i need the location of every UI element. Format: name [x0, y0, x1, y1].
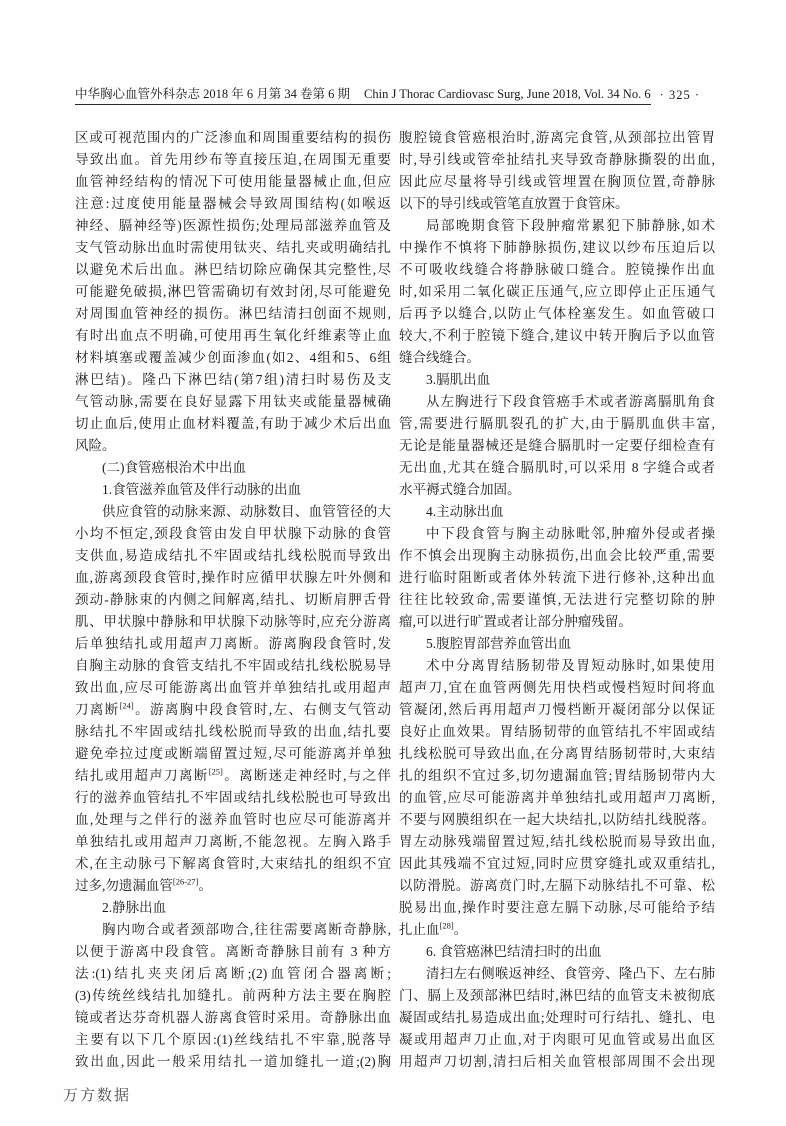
text-run: 切止血后,使用止血材料覆盖,有助于减少术后出血 [75, 416, 391, 431]
text-line [75, 1007, 391, 1029]
text-line [399, 677, 715, 699]
text-line [399, 743, 715, 765]
text-run: 血管神经结构的情况下可使用能量器械止血,但应 [75, 174, 391, 189]
text-line [399, 963, 715, 985]
text-line [399, 171, 715, 193]
text-run: 1.食管滋养血管及伴行动脉的出血 [102, 482, 302, 497]
text-run: 管凝闭,然后再用超声刀慢档断开凝闭部分以保证 [399, 702, 715, 717]
text-line [75, 589, 391, 611]
text-line [75, 831, 391, 853]
text-run: 胃左动脉残端留置过短,结扎线松脱而易导致出血, [399, 834, 715, 849]
text-line [399, 281, 715, 303]
text-run: 6. 食管癌淋巴结清扫时的出血 [426, 944, 602, 959]
text-run: 良好止血效果。胃结肠韧带的血管结扎不牢固或结 [399, 724, 715, 739]
text-run: 因此其残端不宜过短,同时应贯穿缝扎或双重结扎, [399, 856, 715, 871]
text-line [399, 435, 715, 457]
text-line [75, 171, 391, 193]
text-run: 法:(1)结扎夹夹闭后离断;(2)血管闭合器离断; [75, 966, 391, 981]
text-run: 局部晚期食管下段肿瘤常累犯下肺静脉,如术 [426, 218, 715, 233]
text-run: 。 [198, 878, 212, 893]
text-line [75, 787, 391, 809]
section-heading [399, 941, 715, 963]
text-line [399, 809, 715, 831]
text-run: 3.膈肌出血 [426, 372, 491, 387]
text-run: 颈动-静脉束的内侧之间解离,结扎、切断肩胛舌骨 [75, 592, 391, 607]
journal-title-cn: 中华胸心血管外科杂志 2018 年 6 月第 34 卷第 6 期 [75, 87, 351, 101]
text-line [75, 677, 391, 699]
text-line [399, 127, 715, 149]
text-run: 术中分离胃结肠韧带及胃短动脉时,如果使用 [426, 658, 715, 673]
text-line [399, 589, 715, 611]
text-run: 无出血,尤其在缝合膈肌时,可以采用 8 字缝合或者 [399, 460, 715, 475]
text-run: 。游离胸中段食管时,左、右侧支气管动 [133, 702, 391, 717]
text-run: 管,需要进行膈肌裂孔的扩大,由于膈肌血供丰富, [399, 416, 715, 431]
text-run: 进行临时阻断或者体外转流下进行修补,这种出血 [399, 570, 715, 585]
text-line [399, 699, 715, 721]
text-run: 时,如采用二氧化碳正压通气,应立即停止正压通气 [399, 284, 715, 299]
text-line [75, 501, 391, 523]
text-line [399, 655, 715, 677]
text-run: 术,在主动脉弓下解离食管时,大束结扎的组织不宜 [75, 856, 391, 871]
text-line [75, 633, 391, 655]
text-run: 门、膈上及颈部淋巴结时,淋巴结的血管支未被彻底 [399, 988, 715, 1003]
text-run: 凝固或结扎易造成出血;处理时可行结扎、缝扎、电 [399, 1010, 715, 1025]
text-run: (3)传统丝线结扎加缝扎。前两种方法主要在胸腔 [75, 988, 391, 1003]
text-run: 主要有以下几个原因:(1)丝线结扎不牢靠,脱落导 [75, 1032, 391, 1047]
text-line [75, 237, 391, 259]
text-run: 腹腔镜食管癌根治时,游离完食管,从颈部拉出管胃 [399, 130, 715, 145]
text-run: 以避免术后出血。淋巴结切除应确保其完整性,尽 [75, 262, 391, 277]
text-line [399, 325, 715, 347]
text-line [399, 391, 715, 413]
left-column [75, 127, 391, 1073]
text-run: 致出血,应尽可能游离出血管并单独结扎或用超声 [75, 680, 391, 695]
text-run: 较大,不利于腔镜下缝合,建议中转开胸后予以血管 [399, 328, 715, 343]
text-line [399, 149, 715, 171]
section-heading [399, 501, 715, 523]
text-line [75, 325, 391, 347]
text-run: 神经、膈神经等)医源性损伤;处理局部滋养血管及 [75, 218, 391, 233]
text-line [75, 1051, 391, 1073]
text-run: 2.静脉出血 [102, 900, 167, 915]
text-line [399, 875, 715, 897]
text-line [75, 523, 391, 545]
reference-superscript: [24] [119, 700, 134, 711]
text-line [399, 523, 715, 545]
text-run: 过多,勿遗漏血管 [75, 878, 173, 893]
text-line [75, 127, 391, 149]
text-line [75, 655, 391, 677]
text-line [75, 919, 391, 941]
text-line [399, 567, 715, 589]
text-run: 避免牵拉过度或断端留置过短,尽可能游离并单独 [75, 746, 391, 761]
text-run: 作不慎会出现胸主动脉损伤,出血会比较严重,需要 [399, 548, 715, 563]
text-line [399, 985, 715, 1007]
section-heading [399, 633, 715, 655]
text-line [75, 303, 391, 325]
text-line [399, 303, 715, 325]
text-line [75, 875, 391, 897]
text-run: 水平褥式缝合加固。 [399, 482, 521, 497]
text-line [75, 941, 391, 963]
reference-superscript: [25] [208, 766, 223, 777]
text-line [399, 787, 715, 809]
text-line [399, 545, 715, 567]
text-run: 瘤,可以进行旷置或者让部分肿瘤残留。 [399, 614, 632, 629]
text-line [75, 545, 391, 567]
text-run: 自胸主动脉的食管支结扎不牢固或结扎线松脱易导 [75, 658, 391, 673]
text-line [399, 1051, 715, 1073]
text-run: 无论是能量器械还是缝合膈肌时一定要仔细检查有 [399, 438, 715, 453]
text-line [399, 259, 715, 281]
text-run: 支供血,易造成结扎不牢固或结扎线松脱而导致出 [75, 548, 391, 563]
text-line [75, 699, 391, 721]
text-line [399, 897, 715, 919]
text-run: 因此应尽量将导引线或管埋置在胸顶位置,奇静脉 [399, 174, 715, 189]
page-number: · 325 · [659, 88, 700, 102]
text-run: 区或可视范围内的广泛渗血和周围重要结构的损伤 [75, 130, 391, 145]
text-run: 胸内吻合或者颈部吻合,往往需要离断奇静脉, [102, 922, 391, 937]
text-line [75, 963, 391, 985]
text-run: 缝合线缝合。 [399, 350, 480, 365]
text-line [75, 809, 391, 831]
text-run: 4.主动脉出血 [426, 504, 504, 519]
text-run: 致出血,因此一般采用结扎一道加缝扎一道;(2)胸 [75, 1054, 391, 1069]
text-run: 。 [453, 922, 468, 937]
text-run: 血,处理与之伴行的滋养血管时也应尽可能游离并 [75, 812, 391, 827]
text-line [75, 611, 391, 633]
text-run: 支气管动脉出血时需使用钛夹、结扎夹或明确结扎 [75, 240, 391, 255]
text-run: 扎的组织不宜过多,切勿遗漏血管;胃结肠韧带内大 [399, 768, 715, 783]
text-run: 往往比较致命,需要谨慎,无法进行完整切除的肿 [399, 592, 715, 607]
text-run: 风险。 [75, 438, 116, 453]
text-run: 注意:过度使用能量器械会导致周围结构(如喉返 [75, 196, 391, 211]
text-run: 行的滋养血管结扎不牢固或结扎线松脱也可导致出 [75, 790, 391, 805]
reference-superscript: [26-27] [172, 876, 199, 887]
text-line [75, 435, 391, 457]
text-run: 中操作不慎将下肺静脉损伤,建议以纱布压迫后以 [399, 240, 715, 255]
text-run: 淋巴结)。隆凸下淋巴结(第7组)清扫时易伤及支 [75, 372, 391, 387]
text-run: 有时出血点不明确,可使用再生氧化纤维素等止血 [75, 328, 391, 343]
text-line [399, 721, 715, 743]
reference-superscript: [28] [439, 920, 454, 931]
text-run: 以防滑脱。游离贲门时,左膈下动脉结扎不可靠、松 [399, 878, 715, 893]
text-line [75, 149, 391, 171]
text-line [75, 193, 391, 215]
section-heading [75, 457, 391, 479]
text-run: 扎线松脱可导致出血,在分离胃结肠韧带时,大束结 [399, 746, 715, 761]
text-run: 扎止血 [399, 922, 440, 937]
text-run: 以便于游离中段食管。离断奇静脉目前有 3 种方 [75, 944, 391, 959]
text-run: 镜或者达芬奇机器人游离食管时采用。奇静脉出血 [75, 1010, 391, 1025]
text-line [399, 237, 715, 259]
text-line [399, 457, 715, 479]
text-line [75, 369, 391, 391]
text-line [399, 831, 715, 853]
text-line [75, 1029, 391, 1051]
text-run: 后再予以缝合,以防止气体栓塞发生。如血管破口 [399, 306, 715, 321]
section-heading [399, 369, 715, 391]
text-run: 可能避免破损,淋巴管需确切有效封闭,尽可能避免 [75, 284, 391, 299]
text-run: 从左胸进行下段食管癌手术或者游离膈肌角食 [426, 394, 715, 409]
text-run: 脱易出血,操作时要注意左膈下动脉,尽可能给予结 [399, 900, 715, 915]
text-run: 结扎或用超声刀离断 [75, 768, 209, 783]
page-header [75, 86, 716, 105]
text-run: 清扫左右侧喉返神经、食管旁、隆凸下、左右肺 [426, 966, 715, 981]
text-line [399, 765, 715, 787]
text-run: 。离断迷走神经时,与之伴 [222, 768, 391, 783]
text-run: 的血管,应尽可能游离并单独结扎或用超声刀离断, [399, 790, 715, 805]
text-run: 用超声刀切割,清扫后相关血管根部周围不会出现 [399, 1054, 715, 1069]
text-run: 后单独结扎或用超声刀离断。游离胸段食管时,发 [75, 636, 391, 651]
text-run: 血,游离颈段食管时,操作时应循甲状腺左叶外侧和 [75, 570, 391, 585]
text-line [399, 479, 715, 501]
text-run: 供应食管的动脉来源、动脉数目、血管管径的大 [102, 504, 391, 519]
text-line [399, 1007, 715, 1029]
text-run: 单独结扎或用超声刀离断,不能忽视。左胸入路手 [75, 834, 391, 849]
text-line [75, 391, 391, 413]
text-line [75, 853, 391, 875]
text-run: 小均不恒定,颈段食管由发自甲状腺下动脉的食管 [75, 526, 391, 541]
text-line [75, 215, 391, 237]
text-run: 气管动脉,需要在良好显露下用钛夹或能量器械确 [75, 394, 391, 409]
text-run: 材料填塞或覆盖减少创面渗血(如2、4组和5、6组 [75, 350, 391, 365]
text-line [75, 413, 391, 435]
text-run: 以下的导引线或管笔直放置于食管床。 [399, 196, 629, 211]
wanfang-watermark: 万方数据 [63, 1087, 132, 1104]
text-run: 5.腹腔胃部营养血管出血 [426, 636, 572, 651]
text-line [399, 413, 715, 435]
text-line [399, 193, 715, 215]
running-head [75, 86, 651, 105]
text-run: (二)食管癌根治术中出血 [102, 460, 246, 475]
text-line [399, 853, 715, 875]
text-line [399, 347, 715, 369]
journal-title-en: Chin J Thorac Cardiovasc Surg, June 2018, Vol. 34 No. 6 [364, 87, 651, 101]
text-line [75, 347, 391, 369]
section-heading [75, 479, 391, 501]
text-run: 刀离断 [75, 702, 120, 717]
text-run: 凝或用超声刀止血,对于肉眼可见血管或易出血区 [399, 1032, 715, 1047]
text-line [399, 1029, 715, 1051]
text-run: 不要与网膜组织在一起大块结扎,以防结扎线脱落。 [399, 812, 715, 827]
text-line [399, 919, 715, 941]
text-run: 超声刀,宜在血管两侧先用快档或慢档短时间将血 [399, 680, 715, 695]
text-line [75, 721, 391, 743]
text-run: 肌、甲状腺中静脉和甲状腺下动脉等时,应充分游离 [75, 614, 391, 629]
text-line [75, 567, 391, 589]
text-run: 时,导引线或管牵扯结扎夹导致奇静脉撕裂的出血, [399, 152, 715, 167]
text-line [75, 743, 391, 765]
text-line [399, 215, 715, 237]
text-line [399, 611, 715, 633]
text-run: 不可吸收线缝合将静脉破口缝合。腔镜操作出血 [399, 262, 715, 277]
text-line [75, 985, 391, 1007]
text-line [75, 765, 391, 787]
text-run: 脉结扎不牢固或结扎线松脱而导致的出血,结扎要 [75, 724, 391, 739]
text-run: 导致出血。首先用纱布等直接压迫,在周围无重要 [75, 152, 391, 167]
text-line [75, 259, 391, 281]
right-column [399, 127, 715, 1073]
section-heading [75, 897, 391, 919]
text-run: 中下段食管与胸主动脉毗邻,肿瘤外侵或者操 [426, 526, 715, 541]
text-line [75, 281, 391, 303]
text-run: 对周围血管神经的损伤。淋巴结清扫创面不规则, [75, 306, 391, 321]
